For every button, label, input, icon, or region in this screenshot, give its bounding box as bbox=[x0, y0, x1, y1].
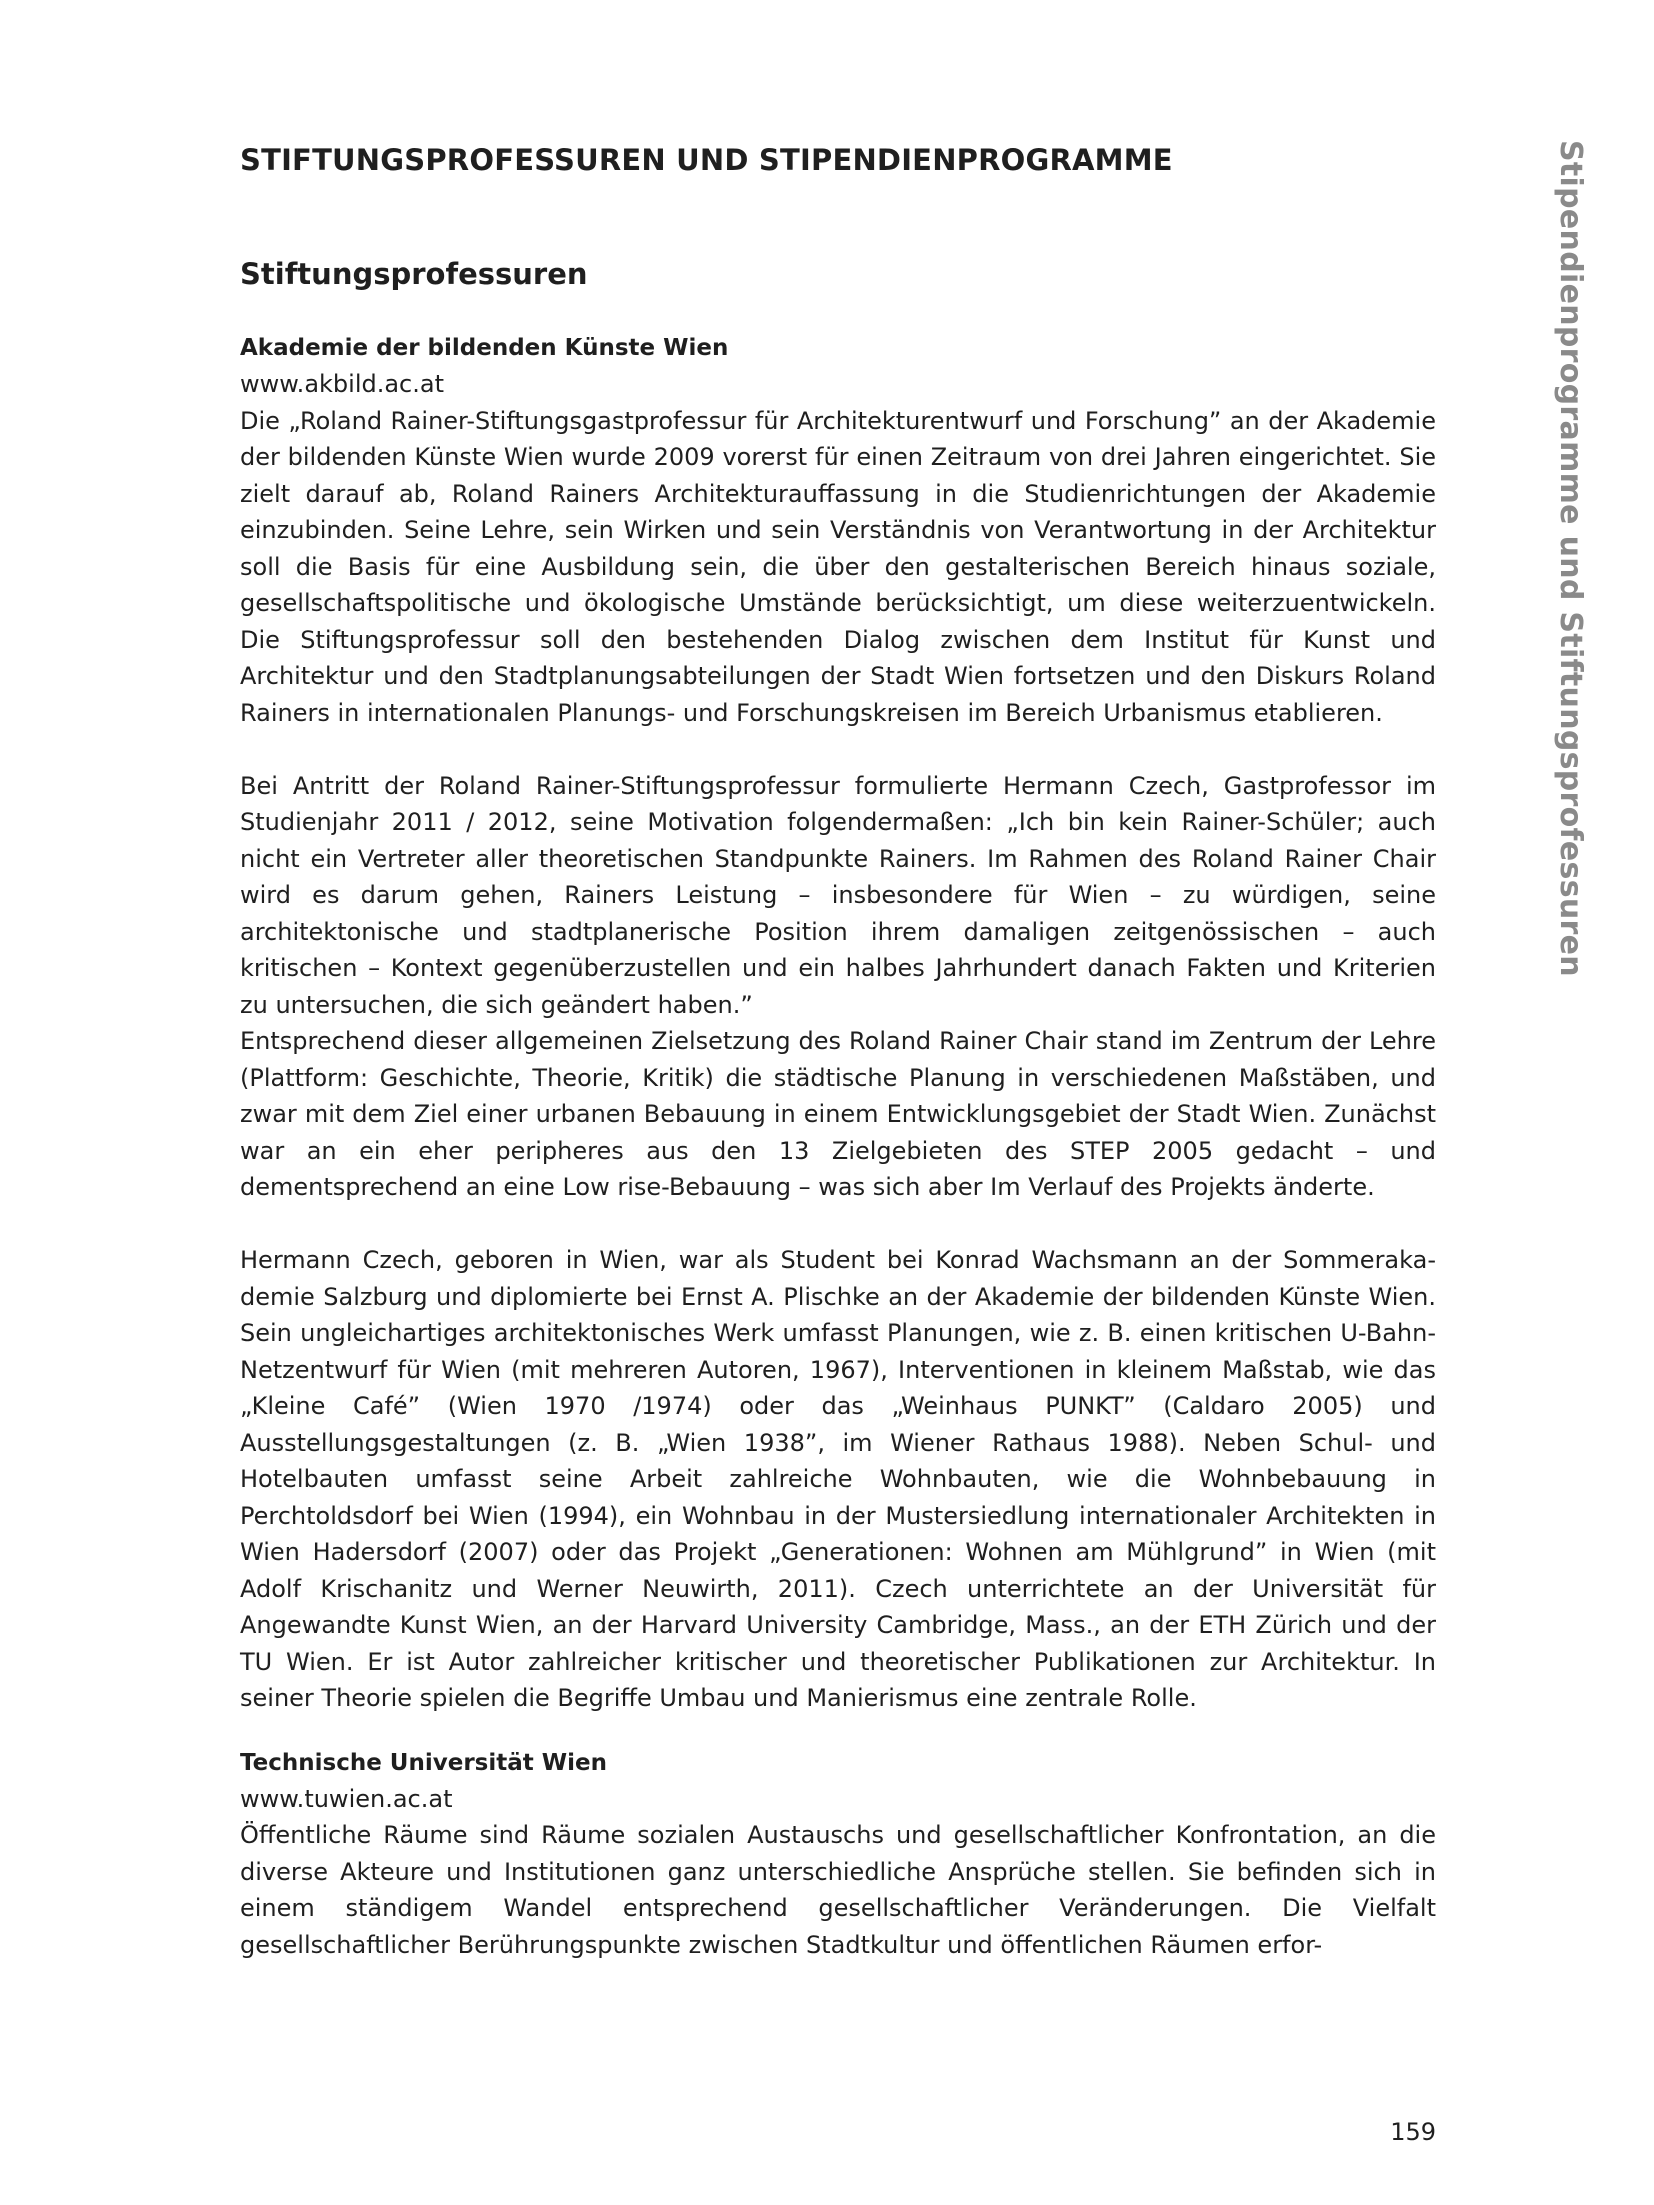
institution-url: www.tuwien.ac.at bbox=[240, 1784, 453, 1813]
institution-block-akademie bbox=[240, 330, 1436, 1717]
institution-block-tu-wien bbox=[240, 1745, 1436, 1964]
running-side-title: Stipendienprogramme und Stiftungsprofessuren bbox=[1553, 140, 1588, 977]
body-paragraph: Entsprechend dieser allgemeinen Zielsetzung des Roland Rainer Chair stand im Zentrum der Lehre (Plattform: Geschichte, Theorie, Kritik) die städtische Planung in verschiedenen Maßstäben, und zwar mit dem Ziel einer urbanen Bebauung in einem Entwicklungsgebiet der Stadt Wien. Zunächst war an ein eher peripheres aus den 13 Zielgebieten des STEP 2005 gedacht – und dementsprechend an eine Low rise-Bebauung – was sich aber Im Verlauf des Projekts änderte. bbox=[240, 1027, 1436, 1201]
institution-name: Technische Universität Wien bbox=[240, 1749, 607, 1776]
institution-name: Akademie der bildenden Künste Wien bbox=[240, 335, 729, 361]
page-title: STIFTUNGSPROFESSUREN UND STIPENDIENPROGRAMME bbox=[240, 143, 1173, 177]
institution-url: www.akbild.ac.at bbox=[240, 370, 444, 398]
section-title: Stiftungsprofessuren bbox=[240, 257, 588, 291]
body-paragraph: Bei Antritt der Roland Rainer-Stiftungsprofessur formulierte Hermann Czech, Gastprofessor im Studienjahr 2011 / 2012, seine Motivation folgendermaßen: „Ich bin kein Rainer-Schüler; auch nicht ein Vertreter aller theoretischen Standpunkte Rainers. Im Rahmen des Roland Rainer Chair wird es darum gehen, Rainers Leistung – insbesondere für Wien – zu würdigen, seine architektonische und stadtplanerische Position ihrem damaligen zeitgenössischen – auch kritischen – Kontext gegenüberzustellen und ein halbes Jahrhundert danach Fakten und Kriterien zu untersuchen, die sich geändert haben.” bbox=[240, 771, 1436, 1019]
body-paragraph: Die „Roland Rainer-Stiftungsgastprofessur für Architekturentwurf und Forschung” an der Akademie der bildenden Künste Wien wurde 2009 vorerst für einen Zeitraum von drei Jahren eingerichtet. Sie zielt darauf ab, Roland Rainers Architekturauffassung in die Studienrichtungen der Akademie einzubinden. Seine Lehre, sein Wirken und sein Verständnis von Verantwortung in der Architektur soll die Basis für eine Ausbildung sein, die über den gestalterischen Bereich hinaus soziale, gesellschaftspolitische und ökologische Umstände berücksichtigt, um diese weiterzuentwickeln. Die Stiftungsprofessur soll den bestehenden Dialog zwischen dem Institut für Kunst und Architektur und den Stadtplanungsabteilungen der Stadt Wien fortsetzen und den Diskurs Roland Rainers in internationalen Planungs- und Forschungskreisen im Bereich Urbanismus etablieren. bbox=[240, 406, 1436, 727]
page-number: 159 bbox=[1390, 2118, 1436, 2146]
body-paragraph: Öffentliche Räume sind Räume sozialen Austauschs und gesellschaftlicher Konfrontation, an die diverse Akteure und Institutionen ganz unterschiedliche Ansprüche stellen. Sie befinden sich in einem ständigem Wandel entsprechend gesellschaftlicher Veränderungen. Die Vielfalt gesellschaftlicher Berührungspunkte zwischen Stadtkultur und öffentlichen Räumen erfor- bbox=[240, 1821, 1436, 1959]
page-content bbox=[240, 140, 1436, 1963]
body-paragraph: Hermann Czech, geboren in Wien, war als Student bei Konrad Wachsmann an der Sommerakademie Salzburg und diplomierte bei Ernst A. Plischke an der Akademie der bildenden Künste Wien. Sein ungleichartiges architektonisches Werk umfasst Planungen, wie z. B. einen kritischen U-Bahn-Netzentwurf für Wien (mit mehreren Autoren, 1967), Interventionen in kleinem Maßstab, wie das „Kleine Café” (Wien 1970 /1974) oder das „Weinhaus PUNKT” (Caldaro 2005) und Ausstellungsgestaltungen (z. B. „Wien 1938”, im Wiener Rathaus 1988). Neben Schul- und Hotelbauten umfasst seine Arbeit zahlreiche Wohnbauten, wie die Wohnbebauung in Perchtoldsdorf bei Wien (1994), ein Wohnbau in der Mustersiedlung internationaler Architekten in Wien Hadersdorf (2007) oder das Projekt „Generationen: Wohnen am Mühlgrund” in Wien (mit Adolf Krischanitz und Werner Neuwirth, 2011). Czech unterrichtete an der Universität für Angewandte Kunst Wien, an der Harvard University Cambridge, Mass., an der ETH Zürich und der TU Wien. Er ist Autor zahlreicher kritischer und theoretischer Publikationen zur Architektur. In seiner Theorie spielen die Begriffe Umbau und Manierismus eine zentrale Rolle. bbox=[240, 1246, 1436, 1712]
